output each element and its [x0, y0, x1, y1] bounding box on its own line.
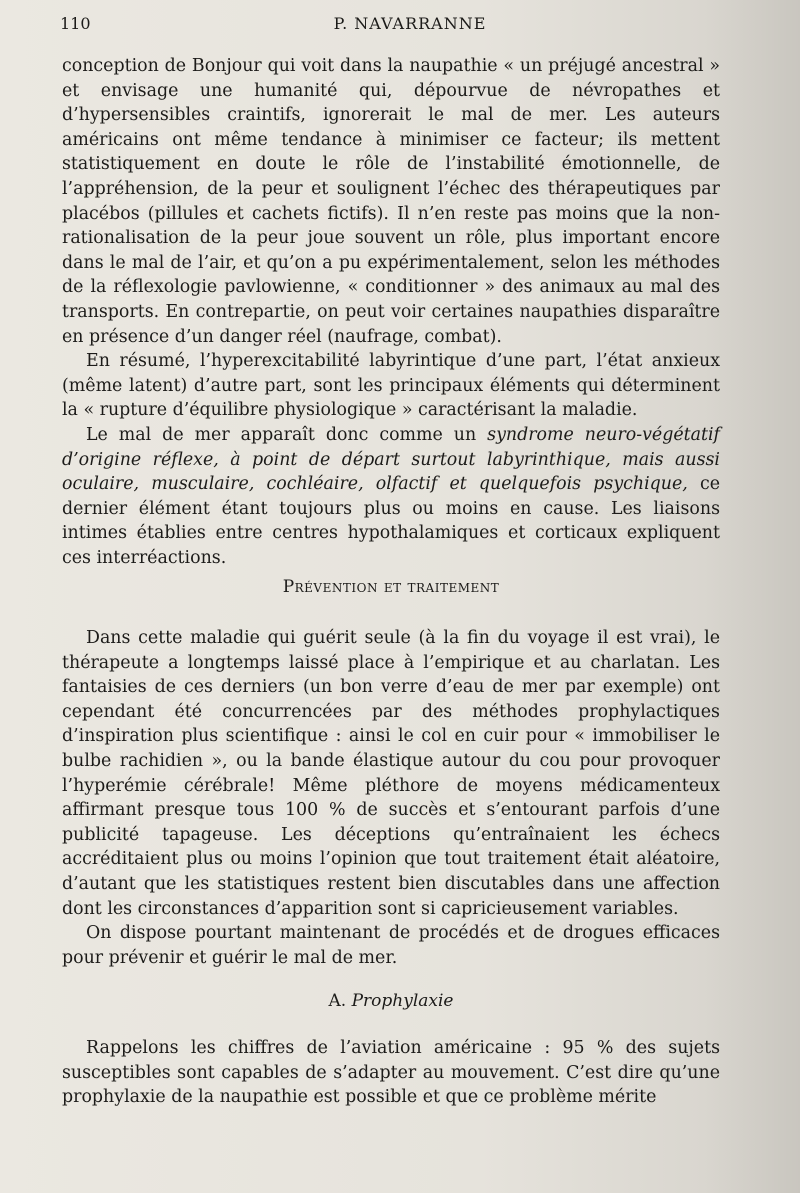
page-number: 110	[60, 14, 91, 33]
section-heading-prevention	[62, 575, 720, 600]
paragraph-remedies: On dispose pourtant maintenant de procédés et de drogues efficaces pour prévenir et guérir le mal de mer.	[62, 923, 720, 968]
text-block-1	[62, 54, 720, 570]
text-block-2	[62, 626, 720, 970]
section-heading-prophylaxis	[62, 989, 720, 1014]
subsection-name: Prophylaxie	[351, 991, 454, 1011]
subsection-label: A.	[328, 991, 352, 1011]
paragraph-continuation: conception de Bonjour qui voit dans la naupathie « un préjugé ancestral » et envisage une humanité qui, dépourvue de névropathes et d’hypersensibles craintifs, ignorerait le mal de mer. Les auteurs américains ont même tendance à minimiser ce facteur; ils mettent statistiquement en doute le rôle de l’instabilité émotionnelle, de l’appréhension, de la peur et soulignent l’échec des thérapeutiques par placébos (pillules et cachets fictifs). Il n’en reste pas moins que la non-rationalisation de la peur joue souvent un rôle, plus important encore dans le mal de l’air, et qu’on a pu expérimentalement, selon les méthodes de la réflexologie pavlowienne, « conditionner » des animaux au mal des transports. En contrepartie, on peut voir certaines naupathies disparaître en présence d’un danger réel (naufrage, combat).	[62, 56, 720, 347]
section-title: Prévention et traitement	[282, 577, 500, 597]
definition-italic: syndrome neuro-végétatif d’origine réflexe, à point de départ surtout labyrinthique, mais aussi oculaire, musculaire, cochléaire, olfactif et quelquefois psychique,	[62, 424, 720, 495]
running-head: P. NAVARRANNE	[333, 14, 487, 33]
text-block-3	[62, 1036, 720, 1110]
definition-lead: Le mal de mer apparaît donc comme un	[86, 424, 488, 445]
paragraph-summary-text: En résumé, l’hyperexcitabilité labyrintique d’une part, l’état anxieux (même latent) d’autre part, sont les principaux éléments qui déterminent la « rupture d’équilibre physiologique » caractérisant la maladie.	[62, 351, 720, 421]
paragraph-history: Dans cette maladie qui guérit seule (à la fin du voyage il est vrai), le thérapeute a longtemps laissé place à l’empirique et au charlatan. Les fantaisies de ces derniers (un bon verre d’eau de mer par exemple) ont cependant été concurrencées par des méthodes prophylactiques d’inspiration plus scientifique : ainsi le col en cuir pour « immobiliser le bulbe rachidien », ou la bande élastique autour du cou pour provoquer l’hyperémie cérébrale! Même pléthore de moyens médicamenteux affirmant presque tous 100 % de succès et s’entourant parfois d’une publicité tapageuse. Les déceptions qu’entraînaient les échecs accréditaient plus ou moins l’opinion que tout traitement était aléatoire, d’autant que les statistiques restent bien discutables dans une affection dont les circonstances d’apparition sont si capricieusement variables.	[62, 628, 720, 919]
paragraph-summary	[62, 349, 720, 423]
paragraph-aviation: Rappelons les chiffres de l’aviation américaine : 95 % des sujets susceptibles sont capables de s’adapter au mouvement. C’est dire qu’une prophylaxie de la naupathie est possible et que ce problème mérite	[62, 1038, 720, 1108]
page-header	[60, 14, 740, 38]
subsection-title	[62, 989, 720, 1014]
paragraph-definition	[62, 423, 720, 571]
definition-tail: ce dernier élément étant toujours plus ou moins en cause. Les liaisons intimes établies entre centres hypothalamiques et corticaux expliquent ces interréactions.	[62, 474, 720, 568]
